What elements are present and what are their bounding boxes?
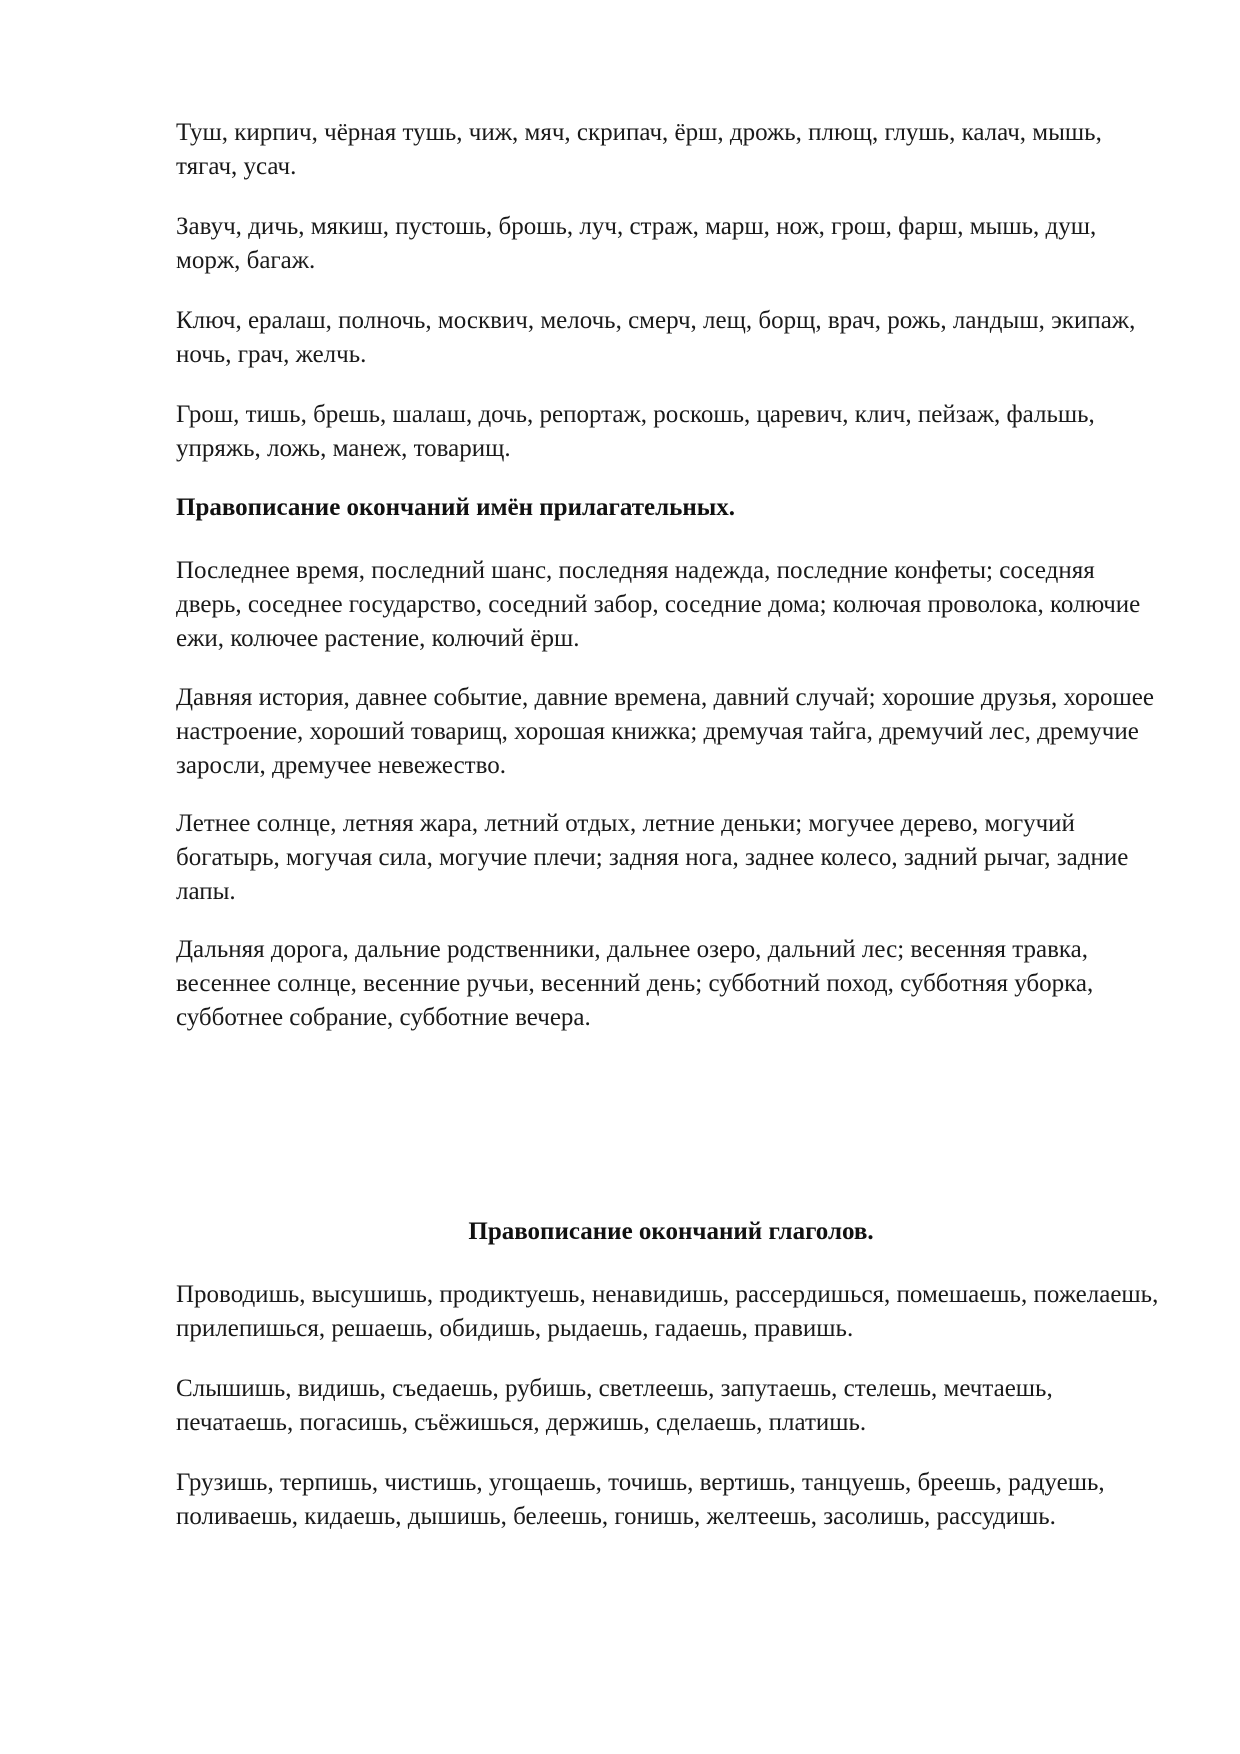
noun-paragraph-2: Завуч, дичь, мякиш, пустошь, брошь, луч, страж, марш, нож, грош, фарш, мышь, душ, морж, багаж. [176, 213, 1097, 274]
verb-paragraph-3: Грузишь, терпишь, чистишь, угощаешь, точишь, вертишь, танцуешь, бреешь, радуешь, поливаешь, кидаешь, дышишь, белеешь, гонишь, желтеешь, засолишь, рассудишь. [176, 1469, 1105, 1530]
adjective-paragraph-2: Давняя история, давнее событие, давние времена, давний случай; хорошие друзья, хорошее настроение, хороший товарищ, хорошая книжка; дремучая тайга, дремучий лес, дремучие заросли, дремучее невежество. [176, 684, 1155, 779]
adjective-paragraph-1: Последнее время, последний шанс, последняя надежда, последние конфеты; соседняя дверь, соседнее государство, соседний забор, соседние дома; колючая проволока, колючие ежи, колючее растение, колючий ёрш. [176, 557, 1141, 652]
noun-paragraph-4: Грош, тишь, брешь, шалаш, дочь, репортаж, роскошь, царевич, клич, пейзаж, фальшь, упряжь, ложь, манеж, товарищ. [176, 401, 1095, 462]
verb-paragraph-1: Проводишь, высушишь, продиктуешь, ненавидишь, рассердишься, помешаешь, пожелаешь, прилепишься, решаешь, обидишь, рыдаешь, гадаешь, правишь. [176, 1281, 1159, 1342]
verbs-heading: Правописание окончаний глаголов. [468, 1218, 874, 1245]
verb-paragraph-2: Слышишь, видишь, съедаешь, рубишь, светлеешь, запутаешь, стелешь, мечтаешь, печатаешь, погасишь, съёжишься, держишь, сделаешь, платишь. [176, 1375, 1053, 1436]
noun-paragraph-1: Туш, кирпич, чёрная тушь, чиж, мяч, скрипач, ёрш, дрожь, плющ, глушь, калач, мышь, тягач, усач. [176, 119, 1102, 180]
noun-paragraph-3: Ключ, ералаш, полночь, москвич, мелочь, смерч, лещ, борщ, врач, рожь, ландыш, экипаж, ночь, грач, желчь. [176, 307, 1136, 368]
adjectives-heading: Правописание окончаний имён прилагательных. [176, 494, 736, 521]
adjective-paragraph-4: Дальняя дорога, дальние родственники, дальнее озеро, дальний лес; весенняя травка, весеннее солнце, весенние ручьи, весенний день; субботний поход, субботняя уборка, субботнее собрание, субботние вечера. [176, 936, 1094, 1031]
adjective-paragraph-3: Летнее солнце, летняя жара, летний отдых, летние деньки; могучее дерево, могучий богатырь, могучая сила, могучие плечи; задняя нога, заднее колесо, задний рычаг, задние лапы. [176, 810, 1129, 905]
